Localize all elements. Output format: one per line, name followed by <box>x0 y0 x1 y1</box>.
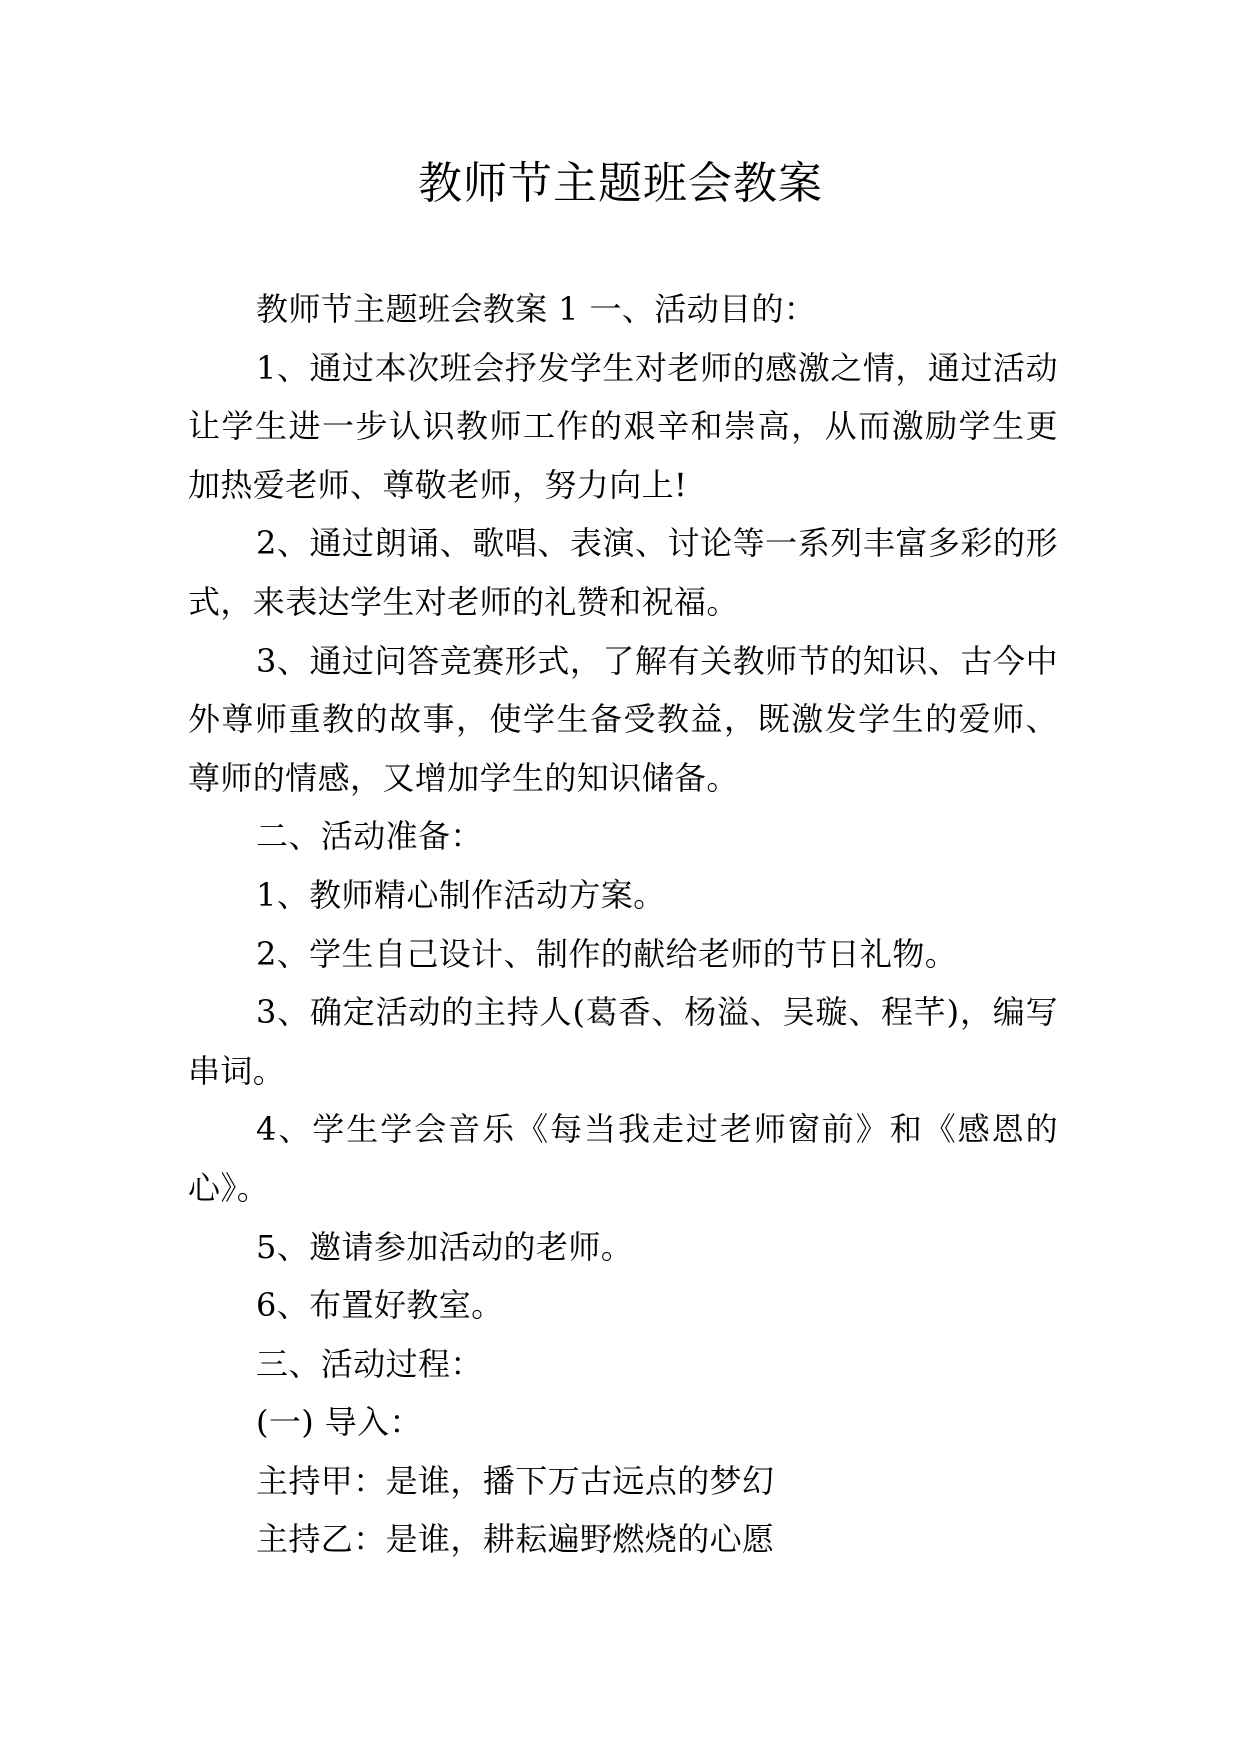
dialogue-line-host-b: 主持乙：是谁，耕耘遍野燃烧的心愿 <box>256 1520 775 1559</box>
paragraph-goal-2: 2、通过朗诵、歌唱、表演、讨论等一系列丰富多彩的形式，来表达学生对老师的礼赞和祝福。 <box>188 524 1058 621</box>
paragraph-prep-1: 1、教师精心制作活动方案。 <box>256 875 666 914</box>
paragraph-goal-1: 1、通过本次班会抒发学生对老师的感激之情，通过活动让学生进一步认识教师工作的艰辛和崇高，从而激励学生更加热爱老师、尊敬老师，努力向上! <box>188 348 1058 504</box>
subsection-heading-intro: (一) 导入： <box>256 1403 422 1442</box>
section-heading-preparation: 二、活动准备： <box>256 817 483 856</box>
document-body <box>188 280 1058 1569</box>
paragraph-prep-6: 6、布置好教室。 <box>256 1286 504 1325</box>
paragraph-prep-3: 3、确定活动的主持人(葛香、杨溢、吴璇、程芊)，编写串词。 <box>188 993 1058 1090</box>
paragraph-goal-3: 3、通过问答竞赛形式，了解有关教师节的知识、古今中外尊师重教的故事，使学生备受教益，既激发学生的爱师、尊师的情感，又增加学生的知识储备。 <box>188 641 1058 797</box>
paragraph-prep-5: 5、邀请参加活动的老师。 <box>256 1227 634 1266</box>
paragraph-prep-2: 2、学生自己设计、制作的献给老师的节日礼物。 <box>256 934 958 973</box>
paragraph-intro: 教师节主题班会教案 1 一、活动目的： <box>256 290 817 328</box>
section-heading-process: 三、活动过程： <box>256 1344 483 1383</box>
dialogue-line-host-a: 主持甲：是谁，播下万古远点的梦幻 <box>256 1461 775 1500</box>
paragraph-prep-4: 4、学生学会音乐《每当我走过老师窗前》和《感恩的心》。 <box>188 1110 1058 1207</box>
document-title: 教师节主题班会教案 <box>418 158 823 209</box>
